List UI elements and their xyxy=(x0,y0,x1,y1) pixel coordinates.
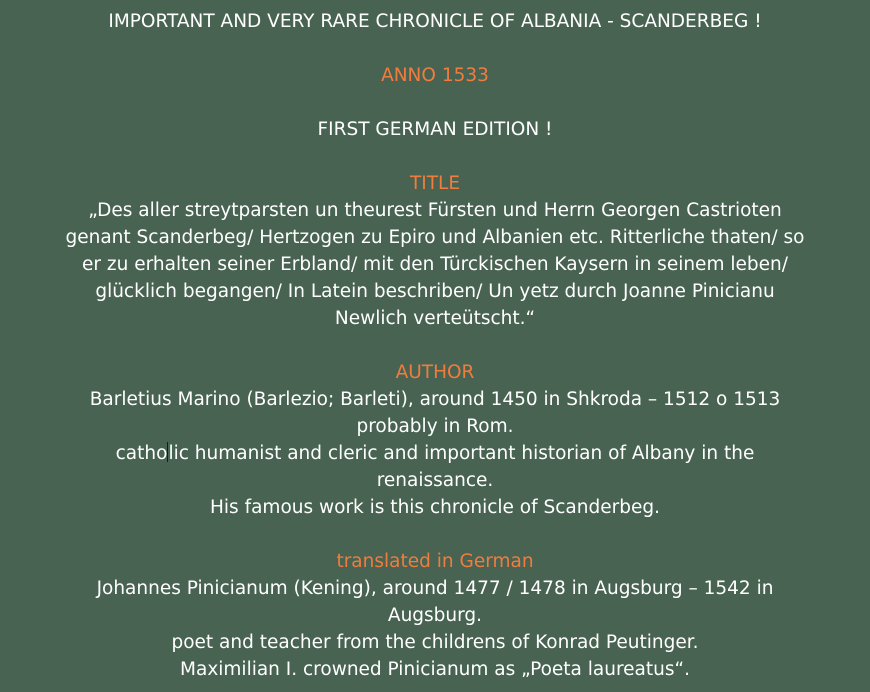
title-line: er zu erhalten seiner Erbland/ mit den Türckischen Kaysern in seinem leben/ xyxy=(82,254,788,275)
translator-line: poet and teacher from the childrens of Konrad Peutinger. xyxy=(171,632,699,653)
title-section xyxy=(2,170,868,332)
title-line: „Des aller streytparsten un theurest Fürsten und Herrn Georgen Castrioten xyxy=(88,200,782,221)
title-line: glücklich begangen/ In Latein beschriben/ Un yetz durch Joanne Pinicianu xyxy=(95,281,775,302)
translator-line: Maximilian I. crowned Pinicianum as „Poeta laureatus“. xyxy=(180,659,690,680)
spacer xyxy=(2,332,868,359)
translator-heading: translated in German xyxy=(336,551,534,572)
author-section xyxy=(2,359,868,521)
headline: IMPORTANT AND VERY RARE CHRONICLE OF ALBANIA - SCANDERBEG ! xyxy=(108,11,762,32)
author-line: Barletius Marino (Barlezio; Barleti), around 1450 in Shkroda – 1512 o 1513 xyxy=(89,389,781,410)
title-heading: TITLE xyxy=(409,173,461,194)
year-heading: ANNO 1533 xyxy=(381,65,489,86)
author-line-start: catho xyxy=(115,443,168,464)
spacer xyxy=(2,521,868,548)
author-line-end: lic humanist and cleric and important historian of Albany in the xyxy=(168,443,755,464)
translator-line: Johannes Pinicianum (Kening), around 1477 / 1478 in Augsburg – 1542 in xyxy=(96,578,774,599)
edition-line: FIRST GERMAN EDITION ! xyxy=(317,119,553,140)
author-line: His famous work is this chronicle of Scanderbeg. xyxy=(210,497,660,518)
title-line: Newlich verteütscht.“ xyxy=(334,308,536,329)
title-line: genant Scanderbeg/ Hertzogen zu Epiro und Albanien etc. Ritterliche thaten/ so xyxy=(65,227,805,248)
author-heading: AUTHOR xyxy=(395,362,475,383)
author-line[interactable] xyxy=(2,440,868,467)
translator-line: Augsburg. xyxy=(387,605,483,626)
spacer xyxy=(2,143,868,170)
spacer xyxy=(2,35,868,62)
translator-section xyxy=(2,548,868,683)
author-line: renaissance. xyxy=(376,470,494,491)
author-line: probably in Rom. xyxy=(356,416,514,437)
spacer xyxy=(2,89,868,116)
